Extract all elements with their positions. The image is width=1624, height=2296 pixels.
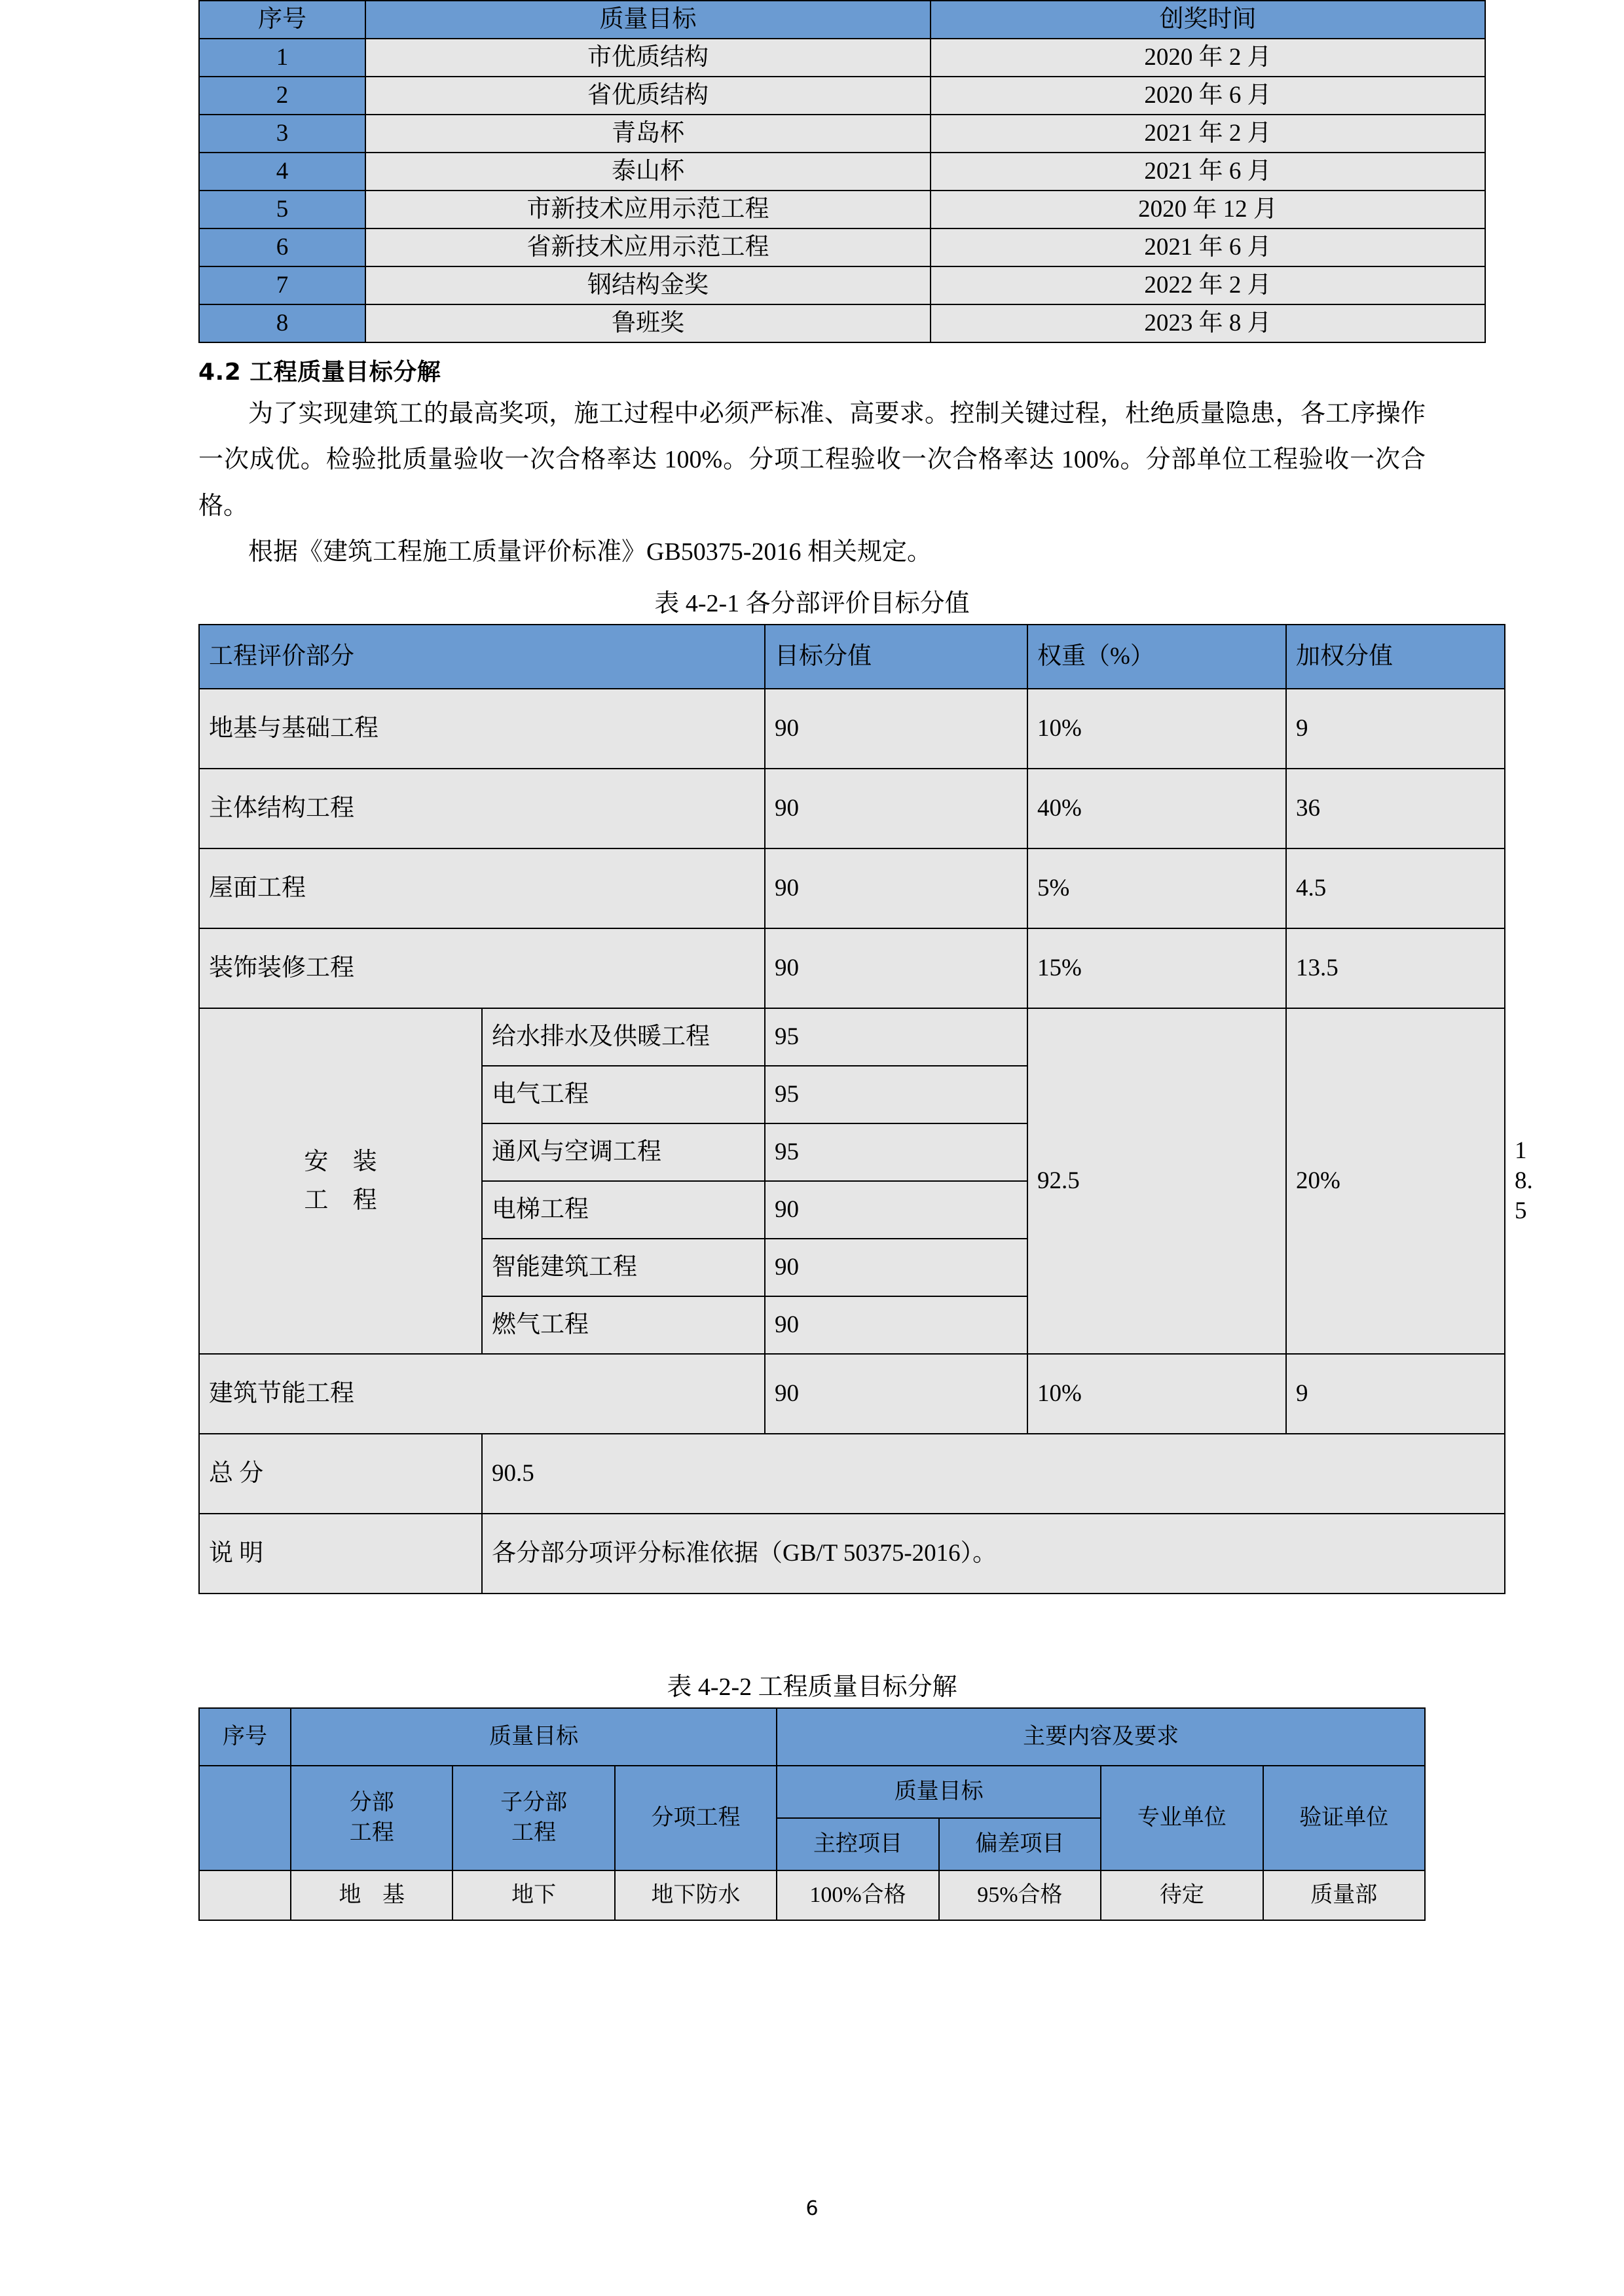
table-row bbox=[199, 769, 1505, 848]
decomp-cell-no bbox=[199, 1870, 291, 1920]
section-paragraph-1: 为了实现建筑工的最高奖项，施工过程中必须严标准、高要求。控制关键过程，杜绝质量隐患，各工序操作一次成优。检验批质量验收一次合格率达 100%。分项工程验收一次合格率达 100%。分部单位工程验收一次合格。 bbox=[198, 400, 1426, 520]
decomp-subheader-subpart-line2: 工程 bbox=[511, 1821, 557, 1846]
awards-cell-time: 2020 年 2 月 bbox=[931, 39, 1485, 77]
awards-cell-time: 2023 年 8 月 bbox=[931, 304, 1485, 342]
score-cell-target: 90 bbox=[765, 689, 1027, 769]
score-cell-weighted: 9 bbox=[1286, 1354, 1505, 1434]
installation-sub-score: 90 bbox=[765, 1239, 1027, 1296]
installation-group-score-value: 92.5 bbox=[1037, 1167, 1080, 1195]
decomp-subheader-quality-goal: 质量目标 bbox=[777, 1766, 1101, 1818]
table-row bbox=[199, 77, 1485, 115]
decomp-cell-subpart: 地下 bbox=[452, 1870, 614, 1920]
decomp-cell-main-control: 100%合格 bbox=[777, 1870, 938, 1920]
score-table-caption: 表 4-2-1 各分部评价目标分值 bbox=[654, 590, 970, 618]
score-cell-name: 屋面工程 bbox=[199, 848, 765, 928]
table-header-row-sub bbox=[199, 1766, 1425, 1818]
awards-cell-time: 2021 年 6 月 bbox=[931, 228, 1485, 266]
awards-cell-time: 2022 年 2 月 bbox=[931, 266, 1485, 304]
installation-sub-score: 90 bbox=[765, 1296, 1027, 1354]
section-paragraph-2: 根据《建筑工程施工质量评价标准》GB50375-2016 相关规定。 bbox=[248, 538, 932, 566]
awards-cell-no: 8 bbox=[199, 304, 365, 342]
total-label: 总 分 bbox=[199, 1434, 482, 1514]
score-header-target: 目标分值 bbox=[765, 625, 1027, 689]
decomp-cell-item: 地下防水 bbox=[615, 1870, 777, 1920]
score-cell-weight: 10% bbox=[1027, 689, 1286, 769]
awards-cell-no: 6 bbox=[199, 228, 365, 266]
decomp-cell-verify-unit: 质量部 bbox=[1263, 1870, 1425, 1920]
awards-header-goal: 质量目标 bbox=[365, 1, 931, 39]
score-cell-target: 90 bbox=[765, 928, 1027, 1008]
decomp-subheader-part-line2: 工程 bbox=[349, 1821, 394, 1846]
note-label: 说 明 bbox=[199, 1514, 482, 1594]
decomp-subheader-verify-unit: 验证单位 bbox=[1263, 1766, 1425, 1870]
score-cell-target: 90 bbox=[765, 769, 1027, 848]
installation-sub-name: 通风与空调工程 bbox=[482, 1123, 765, 1181]
table-header-row-top bbox=[199, 1708, 1425, 1766]
awards-cell-goal: 鲁班奖 bbox=[365, 304, 931, 342]
decomp-subheader-main-control: 主控项目 bbox=[777, 1818, 938, 1870]
section-heading: 4.2 工程质量目标分解 bbox=[198, 359, 441, 386]
table-header-row bbox=[199, 1, 1485, 39]
score-header-weight: 权重（%） bbox=[1027, 625, 1286, 689]
decomposition-table-caption: 表 4-2-2 工程质量目标分解 bbox=[667, 1673, 957, 1702]
installation-sub-name: 智能建筑工程 bbox=[482, 1239, 765, 1296]
score-cell-weight: 15% bbox=[1027, 928, 1286, 1008]
awards-cell-goal: 泰山杯 bbox=[365, 153, 931, 191]
installation-sub-score: 90 bbox=[765, 1181, 1027, 1239]
decomposition-table bbox=[198, 1707, 1426, 1921]
score-cell-weighted: 4.5 bbox=[1286, 848, 1505, 928]
installation-group-label bbox=[199, 1008, 482, 1354]
installation-group-score bbox=[1027, 1008, 1286, 1354]
table-row bbox=[199, 115, 1485, 153]
score-cell-weight: 40% bbox=[1027, 769, 1286, 848]
installation-label-line2: 工 程 bbox=[304, 1187, 386, 1214]
table-row bbox=[199, 689, 1505, 769]
score-cell-name: 建筑节能工程 bbox=[199, 1354, 765, 1434]
score-table bbox=[198, 624, 1533, 1594]
installation-sub-score: 95 bbox=[765, 1066, 1027, 1123]
awards-header-time: 创奖时间 bbox=[931, 1, 1485, 39]
installation-weight: 20% bbox=[1286, 1008, 1505, 1354]
table-row bbox=[199, 153, 1485, 191]
installation-sub-name: 电气工程 bbox=[482, 1066, 765, 1123]
awards-cell-no: 7 bbox=[199, 266, 365, 304]
installation-sub-score: 95 bbox=[765, 1008, 1027, 1066]
table-row bbox=[199, 228, 1485, 266]
awards-cell-no: 1 bbox=[199, 39, 365, 77]
page-number: 6 bbox=[805, 2197, 819, 2220]
score-cell-weight: 5% bbox=[1027, 848, 1286, 928]
decomp-subheader-part-line1: 分部 bbox=[349, 1791, 394, 1815]
table-row-total bbox=[199, 1434, 1505, 1514]
decomp-subheader-professional-unit: 专业单位 bbox=[1101, 1766, 1263, 1870]
decomp-subheader-subpart-line1: 子分部 bbox=[500, 1791, 568, 1815]
table-row-note bbox=[199, 1514, 1505, 1594]
score-cell-name: 主体结构工程 bbox=[199, 769, 765, 848]
decomp-cell-deviation: 95%合格 bbox=[939, 1870, 1101, 1920]
score-cell-weight: 10% bbox=[1027, 1354, 1286, 1434]
awards-cell-time: 2020 年 6 月 bbox=[931, 77, 1485, 115]
table-row bbox=[199, 39, 1485, 77]
decomp-header-no: 序号 bbox=[199, 1708, 291, 1766]
page-content bbox=[198, 0, 1533, 1921]
awards-cell-no: 4 bbox=[199, 153, 365, 191]
awards-cell-goal: 省优质结构 bbox=[365, 77, 931, 115]
decomp-cell-part: 地 基 bbox=[291, 1870, 452, 1920]
score-cell-target: 90 bbox=[765, 848, 1027, 928]
score-cell-weighted: 13.5 bbox=[1286, 928, 1505, 1008]
score-cell-name: 装饰装修工程 bbox=[199, 928, 765, 1008]
decomp-subheader-blank bbox=[199, 1766, 291, 1870]
table-row bbox=[199, 848, 1505, 928]
score-cell-target: 90 bbox=[765, 1354, 1027, 1434]
installation-sub-name: 给水排水及供暖工程 bbox=[482, 1008, 765, 1066]
awards-cell-goal: 市优质结构 bbox=[365, 39, 931, 77]
installation-label-line1: 安 装 bbox=[304, 1148, 386, 1175]
awards-cell-goal: 省新技术应用示范工程 bbox=[365, 228, 931, 266]
awards-cell-goal: 钢结构金奖 bbox=[365, 266, 931, 304]
awards-cell-no: 5 bbox=[199, 191, 365, 228]
score-cell-name: 地基与基础工程 bbox=[199, 689, 765, 769]
table-row bbox=[199, 1354, 1505, 1434]
awards-table bbox=[198, 0, 1486, 343]
awards-header-no: 序号 bbox=[199, 1, 365, 39]
table-header-row bbox=[199, 625, 1505, 689]
awards-cell-time: 2021 年 6 月 bbox=[931, 153, 1485, 191]
installation-sub-name: 燃气工程 bbox=[482, 1296, 765, 1354]
table-row bbox=[199, 304, 1485, 342]
table-row-installation: 安 装 工 程 给水排水及供暖工程 95 92.5 20% 18.5 bbox=[199, 1008, 1505, 1066]
decomp-header-main-content: 主要内容及要求 bbox=[777, 1708, 1425, 1766]
decomp-subheader-deviation: 偏差项目 bbox=[939, 1818, 1101, 1870]
table-row bbox=[199, 191, 1485, 228]
decomp-subheader-subpart bbox=[452, 1766, 614, 1870]
awards-cell-no: 3 bbox=[199, 115, 365, 153]
decomp-subheader-item: 分项工程 bbox=[615, 1766, 777, 1870]
note-value: 各分部分项评分标准依据（GB/T 50375-2016）。 bbox=[482, 1514, 1505, 1594]
awards-cell-goal: 市新技术应用示范工程 bbox=[365, 191, 931, 228]
installation-sub-name: 电梯工程 bbox=[482, 1181, 765, 1239]
total-value: 90.5 bbox=[482, 1434, 1505, 1514]
score-header-part: 工程评价部分 bbox=[199, 625, 765, 689]
table-row bbox=[199, 266, 1485, 304]
awards-cell-no: 2 bbox=[199, 77, 365, 115]
decomp-cell-professional-unit: 待定 bbox=[1101, 1870, 1263, 1920]
table-row bbox=[199, 1870, 1425, 1920]
score-cell-weighted: 36 bbox=[1286, 769, 1505, 848]
score-header-weighted: 加权分值 bbox=[1286, 625, 1505, 689]
decomp-subheader-part bbox=[291, 1766, 452, 1870]
awards-cell-time: 2020 年 12 月 bbox=[931, 191, 1485, 228]
decomp-header-quality-goal: 质量目标 bbox=[291, 1708, 777, 1766]
awards-cell-goal: 青岛杯 bbox=[365, 115, 931, 153]
table-row bbox=[199, 928, 1505, 1008]
score-cell-weighted: 9 bbox=[1286, 689, 1505, 769]
awards-cell-time: 2021 年 2 月 bbox=[931, 115, 1485, 153]
installation-sub-score: 95 bbox=[765, 1123, 1027, 1181]
